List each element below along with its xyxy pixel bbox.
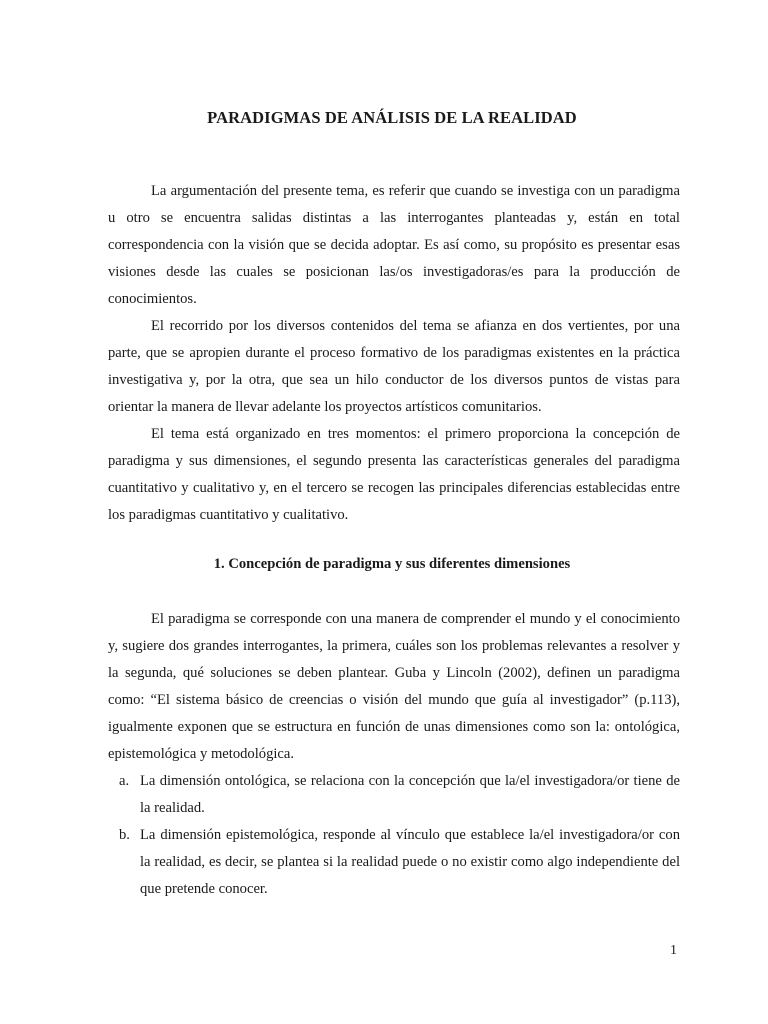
- list-item: [108, 768, 680, 822]
- section-1-body: [108, 606, 680, 903]
- list-marker: a.: [119, 773, 130, 789]
- intro-paragraph-1: La argumentación del presente tema, es referir que cuando se investiga con un paradigma u otro se encuentra salidas distintas a las interrogantes planteadas y, están en total correspondencia con la visión que se decida adoptar. Es así como, su propósito es presentar esas visiones desde las cuales se posicionan las/os investigadoras/es para la producción de conocimientos.: [108, 183, 680, 307]
- list-item: [108, 822, 680, 903]
- dimensions-list: [108, 768, 680, 903]
- section-1-paragraph: El paradigma se corresponde con una manera de comprender el mundo y el conocimiento y, sugiere dos grandes interrogantes, la primera, cuáles son los problemas relevantes a resolver y la segunda, qué soluciones se deben plantear. Guba y Lincoln (2002), definen un paradigma como: “El sistema básico de creencias o visión del mundo que guía al investigador” (p.113), igualmente exponen que se estructura en función de unas dimensiones como son la: ontológica, epistemológica y metodológica.: [108, 611, 680, 762]
- page-number: 1: [670, 943, 677, 958]
- intro-section: [108, 178, 680, 529]
- intro-paragraph-2: El recorrido por los diversos contenidos del tema se afianza en dos vertientes, por una parte, que se apropien durante el proceso formativo de los paradigmas existentes en la práctica investigativa y, por la otra, que sea un hilo conductor de los diversos puntos de vistas para orientar la manera de llevar adelante los proyectos artísticos comunitarios.: [108, 318, 680, 415]
- document-title: PARADIGMAS DE ANÁLISIS DE LA REALIDAD: [207, 108, 577, 127]
- section-heading: 1. Concepción de paradigma y sus diferentes dimensiones: [213, 556, 571, 572]
- list-item-text: La dimensión ontológica, se relaciona con la concepción que la/el investigadora/or tiene de la realidad.: [140, 773, 680, 816]
- list-marker: b.: [119, 827, 130, 843]
- list-item-text: La dimensión epistemológica, responde al vínculo que establece la/el investigadora/or con la realidad, es decir, se plantea si la realidad puede o no existir como algo independiente del que pretende conocer.: [140, 827, 680, 897]
- intro-paragraph-3: El tema está organizado en tres momentos: el primero proporciona la concepción de paradigma y sus dimensiones, el segundo presenta las características generales del paradigma cuantitativo y cualitativo y, en el tercero se recogen las principales diferencias establecidas entre los paradigmas cuantitativo y cualitativo.: [108, 426, 680, 523]
